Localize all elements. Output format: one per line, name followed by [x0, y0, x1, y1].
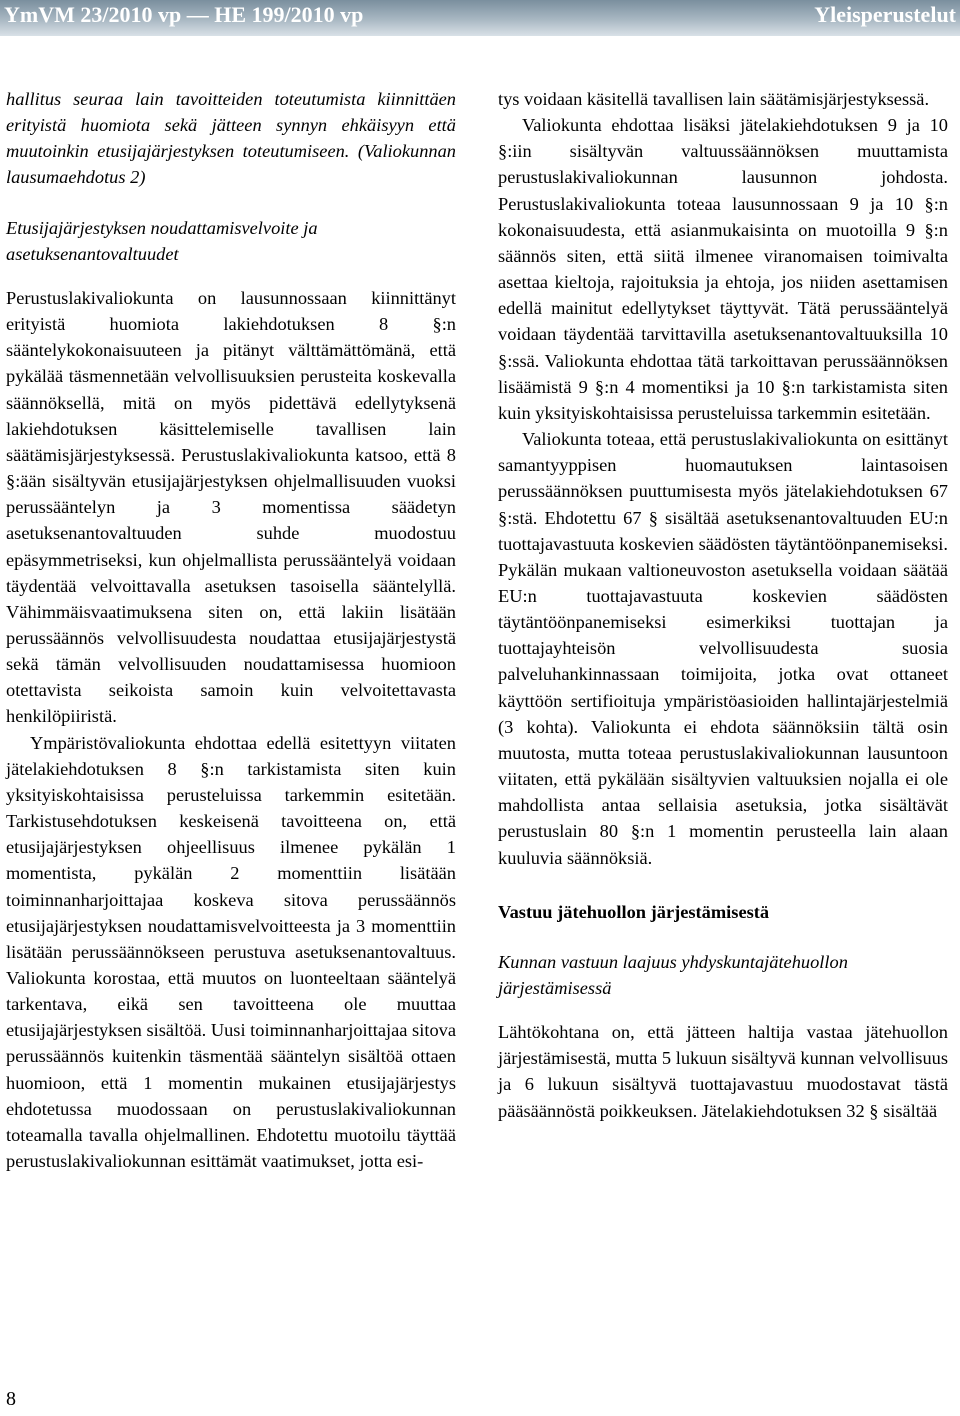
page-number: 8 — [6, 1388, 16, 1410]
left-paragraph-2: Perustuslakivaliokunta on lausunnossaan kiinnittänyt erityistä huomiota lakiehdotuksen 8 §:n sääntelykokonaisuuteen ja pitänyt välttämättömänä, että pykälää täsmennetään velvollisuuksien perusteita koskevalla säännöksellä, mitä on myös pidettävä edellytyksenä lakiehdotuksen käsittelemiselle tavallisen lain säätämisjärjestyksessä. Perustuslakivaliokunta katsoo, että 8 §:ään sisältyvän etusijajärjestyksen ohjelmallisuuden vuoksi perussääntelyn ja 3 momentissa säädetyn asetuksenantovaltuuden suhde muodostuu epäsymmetriseksi, kun ohjelmallista perussääntelyä voidaan täydentää velvoittavalla asetuksen tasoisella sääntelyllä. Vähimmäisvaatimuksena siten on, että lakiin lisätään perussäännös velvollisuudesta noudattaa etusijajärjestystä sekä tämän velvollisuuden noudattamisessa huomioon otettavista seikoista samoin kuin velvoitettavasta henkilöpiiristä. — [6, 287, 456, 727]
right-column — [498, 86, 948, 1124]
right-paragraph-1: tys voidaan käsitellä tavallisen lain säätämisjärjestyksessä. — [498, 89, 930, 109]
header-document-id: YmVM 23/2010 vp — HE 199/2010 vp — [4, 2, 364, 27]
header-section-title: Yleisperustelut — [814, 2, 956, 27]
left-paragraph-1: hallitus seuraa lain tavoitteiden toteutumista kiinnittäen erityistä huomiota sekä jätteen synnyn ehkäisyyn että muutoinkin etusijajärjestyksen toteutumiseen. (Valiokunnan lausumaehdotus 2) — [6, 89, 456, 188]
right-paragraph-3: Valiokunta toteaa, että perustuslakivaliokunta on esittänyt samantyyppisen huomautuksen laintasoisen perussäännöksen puuttumisesta myös jätelakiehdotuksen 67 §:stä. Ehdotettu 67 § sisältää asetuksenantovaltuuden EU:n tuottajavastuuta koskevien säädösten täytäntöönpanemiseksi. Pykälän mukaan valtioneuvoston asetuksella voidaan säätää EU:n tuottajavastuuta koskevien säädösten täytäntöönpanemiseksi esimerkiksi tuottajan ja tuottajayhteisön velvollisuudesta suosia palveluhankinnassaan toimijoita, jotka ovat ottaneet käyttöön sertifioituja ympäristöasioiden hallintajärjestelmiä (3 kohta). Valiokunta ei ehdota säännöksiin tältä osin muutosta, mutta toteaa perustuslakivaliokunnan lausuntoon viitaten, että pykälään sisältyvien valtuuksien nojalla ei ole mahdollista antaa sellaisia asetuksia, jotka sisältävät perustuslain 80 §:n 1 momentin perusteella lain alaan kuuluvia säännöksiä. — [498, 429, 948, 868]
page-header — [0, 0, 960, 36]
left-column — [6, 86, 456, 1174]
left-subheading: Etusijajärjestyksen noudattamisvelvoite ja asetuksenantovaltuudet — [6, 217, 318, 264]
right-paragraph-4: Lähtökohtana on, että jätteen haltija vastaa jätehuollon järjestämisestä, mutta 5 lukuun sisältyvä kunnan velvollisuus ja 6 lukuun sisältyvä tuottajavastuu muodostavat tästä pääsäännöstä poikkeuksen. Jätelakiehdotuksen 32 § sisältää — [498, 1022, 948, 1121]
section-heading: Vastuu jätehuollon järjestämisestä — [498, 901, 770, 922]
left-paragraph-3: Ympäristövaliokunta ehdottaa edellä esitettyyn viitaten jätelakiehdotuksen 8 §:n tarkistamista siten kuin yksityiskohtaisissa perusteluissa tarkemmin esitetään. Tarkistusehdotuksen keskeisenä tavoitteena on, että etusijajärjestyksen ohjeellisuus ilmenee pykälän 1 momentista, pykälän 2 momenttiin lisätään toiminnanharjoittajaa koskeva sitova perussäännös etusijajärjestyksen noudattamisvelvoitteesta ja 3 momenttiin lisätään perussäännökseen perustuva asetuksenantovaltuus. Valiokunta korostaa, että muutos on luonteeltaan sääntelyä tarkentava, eikä sen tavoitteena ole muuttaa etusijajärjestyksen sisältöä. Uusi toiminnanharjoittajaa sitova perussäännös kuitenkin täsmentää sääntelyn sisältöä ottaen huomioon, että 1 momentin mukainen etusijajärjestys ehdotetussa muodossaan on perustuslakivaliokunnan toteamalla tavalla ohjelmallinen. Ehdotettu muotoilu täyttää perustuslakivaliokunnan esittämät vaatimukset, jotta esi- — [6, 732, 456, 1172]
right-subheading: Kunnan vastuun laajuus yhdyskuntajätehuollon järjestämisessä — [498, 951, 848, 998]
right-paragraph-2: Valiokunta ehdottaa lisäksi jätelakiehdotuksen 9 ja 10 §:iin sisältyvän valtuussäännöksen muuttamista perustuslakivaliokunnan lausunnon johdosta. Perustuslakivaliokunta toteaa lausunnossaan 9 ja 10 §:n kokonaisuudesta, että asianmukaisinta on muotoilla 9 §:n säännös siten, että siitä ilmenee viranomaisen toimivalta asettaa kieltoja, rajoituksia ja ehtoja, jos niiden asettamisen edellä mainitut edellytykset täyttyvät. Tätä perussääntelyä voidaan täydentää tarvittavilla asetuksenantovaltuuksilla 10 §:ssä. Valiokunta ehdottaa tätä tarkoittavan perussäännöksen lisäämistä 9 §:n 4 momentiksi ja 10 §:n tarkistamista siten kuin yksityiskohtaisissa perusteluissa tarkemmin esitetään. — [498, 115, 948, 423]
